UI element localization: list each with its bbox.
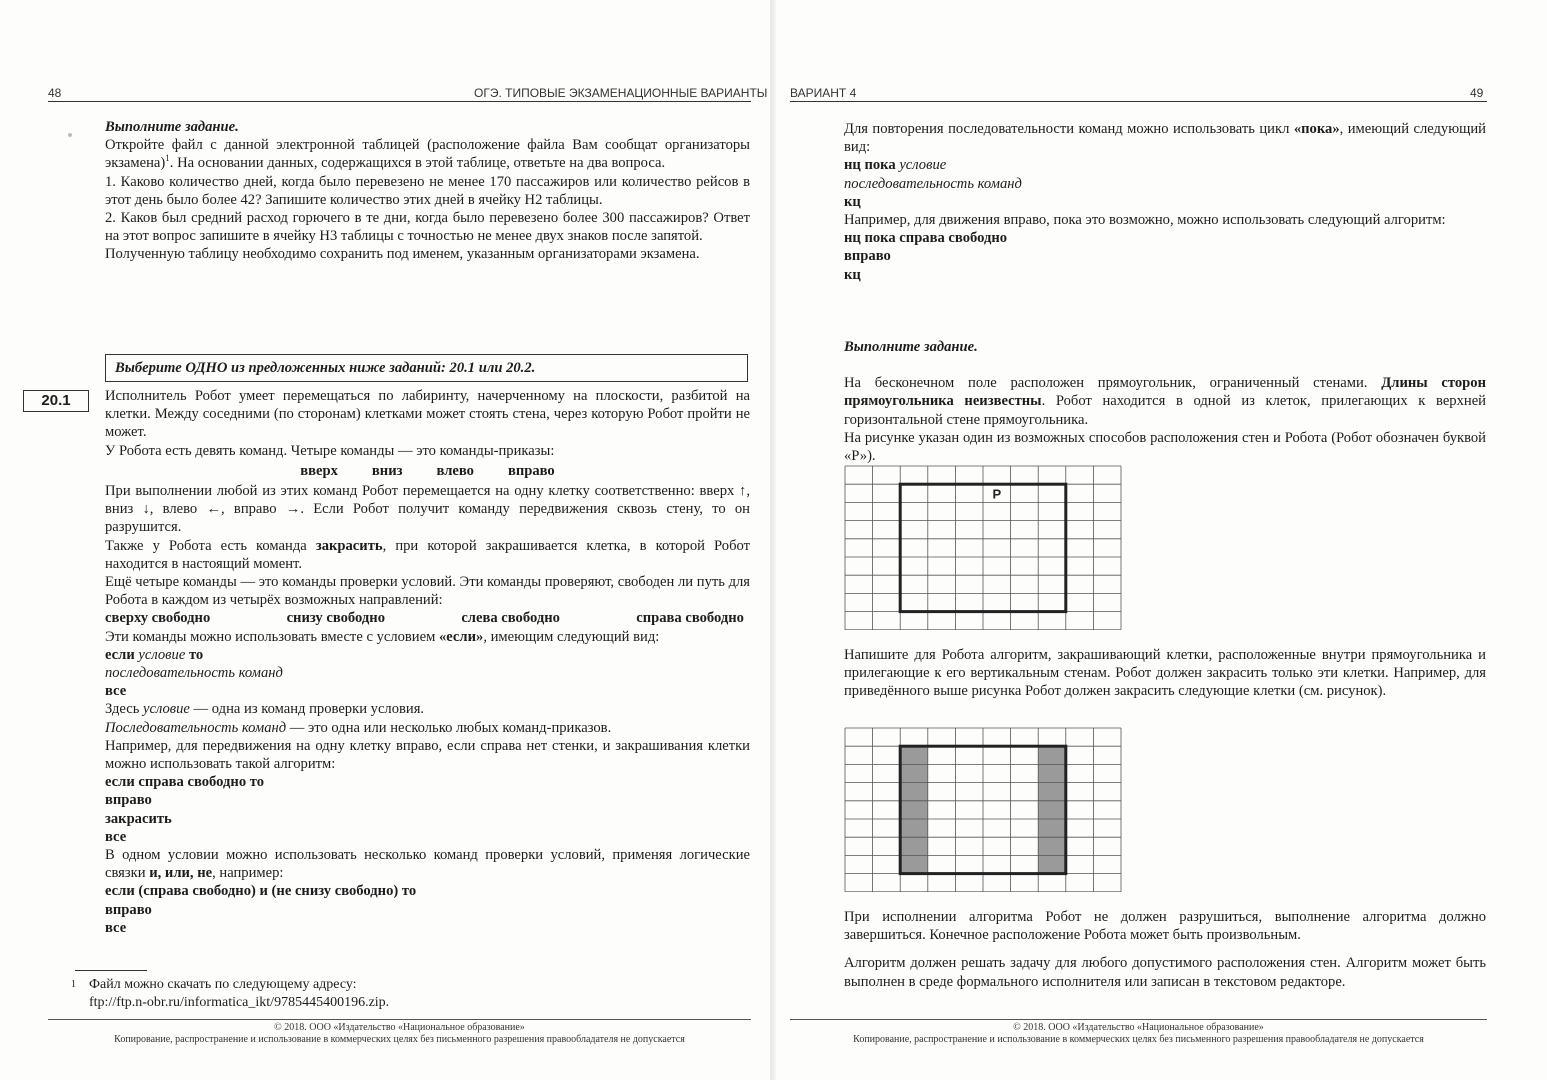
while-seq: последовательность команд [844, 175, 1022, 192]
commands-explanation: При выполнении любой из этих команд Робот перемещается на одну клетку соответственно: вверх ↑, вниз ↓, влево ←, вправо →. Если Робот получит команду передвижения сквозь стену, то он разрушится. [105, 483, 750, 536]
right-task-heading: Выполните задание. [844, 339, 978, 355]
left-task-19 [105, 118, 750, 264]
command-up: вверх [300, 462, 338, 479]
algo3-line-2: вправо [844, 248, 891, 265]
command-right: вправо [507, 462, 555, 479]
condition-left: слева свободно [461, 610, 560, 627]
algo1-line-4: все [105, 828, 127, 845]
conditions-intro: Ещё четыре команды — это команды проверки условий. Эти команды проверяют, свободен ли путь для Робота в каждом из четырёх возможных направлений: [105, 574, 750, 609]
right-copyright [790, 1022, 1487, 1046]
p7-a: Здесь [105, 701, 143, 718]
shaded-cell [1038, 819, 1066, 837]
figure-description: На рисунке указан один из возможных способов расположения стен и Робота (Робот обозначен буквой «Р»). [844, 429, 1486, 465]
algorithm-requirement: Напишите для Робота алгоритм, закрашивающий клетки, расположенные внутри прямоугольника и прилегающие к его вертикальным стенам. Робот должен закрасить только эти клетки. Например, для приведённого выше рисунка Робот должен закрасить следующие клетки (см. рисунок). [844, 647, 1486, 700]
command-down: вниз [371, 462, 403, 479]
right-header-title: ВАРИАНТ 4 [790, 86, 857, 100]
footnote-ref: 1 [165, 153, 170, 164]
shaded-cell [900, 837, 928, 855]
shaded-cell [900, 855, 928, 873]
left-header-rule [48, 101, 751, 102]
while-syntax-line [844, 156, 1486, 174]
if-kw: если [105, 646, 139, 663]
shaded-cell [900, 819, 928, 837]
left-header-title: ОГЭ. ТИПОВЫЕ ЭКЗАМЕНАЦИОННЫЕ ВАРИАНТЫ [474, 86, 768, 100]
shaded-cell [1038, 801, 1066, 819]
intro-paragraph [105, 136, 750, 172]
shaded-cell [900, 783, 928, 801]
painted-cells-grid [844, 727, 1122, 892]
shaded-cell [1038, 837, 1066, 855]
while-intro [844, 120, 1486, 156]
algo2-line-3: все [105, 919, 127, 936]
footnote [71, 976, 751, 1012]
robot-intro: Исполнитель Робот умеет перемещаться по лабиринту, начерченному на плоскости, разбитой на клетки. Между соседними (по сторонам) клетками может стоять стена, через которую Робот пройти не может. [105, 388, 750, 441]
task-heading: Выполните задание. [105, 119, 239, 135]
p7-c: — одна из команд проверки условия. [189, 701, 425, 718]
while-keyword: «пока» [1293, 121, 1340, 137]
sequence-explanation [105, 719, 750, 737]
p10-a: В одном условии можно использовать несколько команд проверки условий, применяя логические связки [105, 847, 750, 882]
right-top-block [844, 120, 1486, 284]
condition-down: снизу свободно [286, 610, 385, 627]
right-final-notes [844, 908, 1486, 991]
right-task-block [844, 338, 1486, 465]
while-example-intro: Например, для движения вправо, пока это возможно, можно использовать следующий алгоритм: [844, 212, 1446, 229]
r1-c: , имеющий следующий вид: [844, 121, 1486, 156]
left-task-20-1 [105, 387, 750, 937]
algo1-line-2: вправо [105, 792, 152, 809]
algo1-line-3: закрасить [105, 810, 172, 827]
example-intro: Например, для передвижения на одну клетку вправо, если справа нет стенки, и закрашивания клетки можно использовать такой алгоритм: [105, 737, 750, 773]
question-2: 2. Каков был средний расход горючего в те дни, когда было перевезено более 300 пассажиров? Ответ на этот вопрос запишите в ячейку H3 таблицы с точностью не менее двух знаков после запятой. [105, 210, 750, 245]
save-note: Полученную таблицу необходимо сохранить под именем, указанным организаторами экзамена. [105, 246, 700, 263]
r3-c: . Робот находится в одной из клеток, прилегающих к верхней горизонтальной стене прямоугольника. [844, 393, 1486, 428]
left-copyright-line-2: Копирование, распространение и использование в коммерческих целях без письменного разрешения правообладателя не допускается [114, 1034, 685, 1045]
left-copyright-line-1: © 2018. ООО «Издательство «Национальное образование» [274, 1022, 525, 1033]
r3-a: На бесконечном поле расположен прямоугольник, ограниченный стенами. [844, 375, 1382, 392]
field-description [844, 374, 1486, 429]
if-end: все [105, 683, 127, 700]
algo2-line-1: если (справа свободно) и (не снизу свободно) то [105, 883, 417, 900]
p7-b: условие [143, 701, 190, 718]
then-kw: то [185, 646, 204, 663]
right-page-number: 49 [1470, 86, 1484, 100]
sides-unknown: Длины сторон прямоугольника неизвестны [844, 375, 1486, 410]
p8-a: Последовательность команд [105, 719, 287, 736]
condition-right: справа свободно [636, 610, 744, 627]
commands-intro: У Робота есть девять команд. Четыре команды — это команды-приказы: [105, 442, 555, 459]
p4-a: Также у Робота есть команда [105, 537, 316, 554]
algo2-line-2: вправо [105, 901, 152, 918]
logic-intro [105, 846, 750, 882]
algo3-line-3: кц [844, 266, 861, 283]
shaded-cell [900, 764, 928, 782]
shaded-cell [1038, 783, 1066, 801]
p6-a: Эти команды можно использовать вместе с условием [105, 628, 439, 645]
condition-explanation [105, 700, 750, 718]
paint-command: закрасить [315, 537, 383, 554]
robot-constraints: При исполнении алгоритма Робот не должен разрушиться, выполнение алгоритма должно завершиться. Конечное расположение Робота может быть произвольным. [844, 909, 1486, 944]
p10-c: , например: [212, 865, 284, 882]
footnote-number: 1 [71, 979, 76, 990]
logic-ops: и, или, не [149, 865, 213, 882]
right-header-rule [790, 101, 1487, 102]
choose-task-box: Выберите ОДНО из предложенных ниже заданий: 20.1 или 20.2. [105, 354, 748, 382]
general-requirement: Алгоритм должен решать задачу для любого допустимого расположения стен. Алгоритм может быть выполнен в среде формального исполнителя или записан в текстовом редакторе. [844, 955, 1486, 990]
footnote-link[interactable]: ftp://ftp.n-obr.ru/informatica_ikt/9785445400196.zip. [89, 995, 390, 1010]
shaded-cell [1038, 855, 1066, 873]
right-copyright-rule [790, 1019, 1487, 1020]
while-condition: условие [899, 157, 947, 174]
r1-a: Для повторения последовательности команд можно использовать цикл [844, 121, 1294, 137]
if-syntax-line [105, 646, 750, 664]
condition-up: сверху свободно [105, 610, 211, 627]
intro-text: Откройте файл с данной электронной таблицей (расположение файла Вам сообщат организаторы экзамена) [105, 137, 750, 172]
shaded-cell [1038, 764, 1066, 782]
p8-b: — это одна или несколько любых команд-приказов. [286, 719, 612, 736]
footnote-rule [75, 970, 147, 971]
p6-c: , имеющим следующий вид: [483, 628, 660, 645]
right-copyright-line-2: Копирование, распространение и использование в коммерческих целях без письменного разрешения правообладателя не допускается [853, 1034, 1424, 1045]
shaded-cell [900, 801, 928, 819]
if-keyword: «если» [438, 628, 484, 645]
if-condition: условие [138, 646, 186, 663]
shaded-cell [900, 746, 928, 764]
task-marker [68, 133, 72, 137]
conditions-list [105, 609, 750, 627]
command-left: влево [436, 462, 474, 479]
left-copyright-rule [48, 1019, 751, 1020]
while-kw: нц пока [844, 157, 900, 174]
footnote-text: Файл можно скачать по следующему адресу: [89, 977, 357, 992]
algo3-line-1: нц пока справа свободно [844, 230, 1008, 247]
algo1-line-1: если справа свободно то [105, 774, 265, 791]
left-copyright [48, 1022, 751, 1046]
robot-marker: Р [992, 486, 1002, 502]
robot-field-grid [844, 465, 1122, 630]
if-seq: последовательность команд [105, 665, 283, 682]
commands-list [105, 462, 750, 480]
p4-c: , при которой закрашивается клетка, в которой Робот находится в настоящий момент. [105, 537, 750, 572]
paint-command-paragraph [105, 537, 750, 573]
left-page-number: 48 [48, 86, 62, 100]
question-1: 1. Каково количество дней, когда было перевезено не менее 170 пассажиров или количество рейсов в этот день было более 42? Запишите количество этих дней в ячейку H2 таблицы. [105, 173, 750, 208]
task-number-badge: 20.1 [23, 390, 89, 412]
right-instructions [844, 646, 1486, 701]
if-intro [105, 628, 750, 646]
shaded-cell [1038, 746, 1066, 764]
right-copyright-line-1: © 2018. ООО «Издательство «Национальное образование» [1013, 1022, 1264, 1033]
intro-end: . На основании данных, содержащихся в этой таблице, ответьте на два вопроса. [169, 155, 666, 172]
while-end: кц [844, 193, 861, 210]
